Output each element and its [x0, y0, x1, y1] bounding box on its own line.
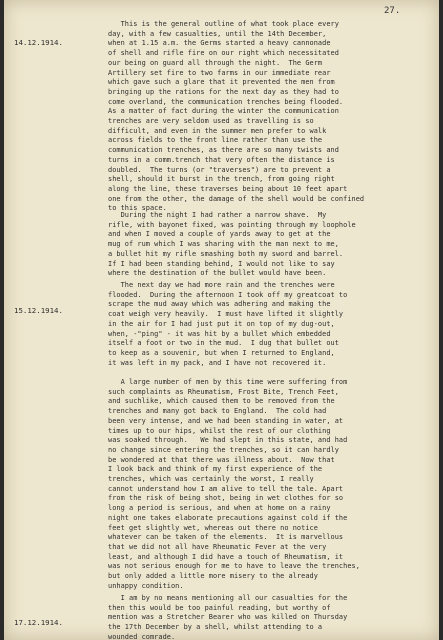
text-line: no change since entering the trenches, so it can hardly — [108, 445, 339, 454]
text-line: to keep as a souvenir, but when I returned to England, — [108, 348, 335, 357]
text-line: from the risk of being shot, being in wet clothes for so — [108, 494, 344, 503]
text-line: coat weigh very heavily. I must have lifted it slightly — [108, 310, 344, 319]
text-line: a bullet hit my rifle smashing both my sword and barrel. — [108, 249, 344, 258]
text-line: I am by no means mentioning all our casualties for the — [108, 594, 348, 602]
text-line: night one takes elaborate precautions against cold if the — [108, 513, 348, 522]
text-line: scrape the mud away which was adhering and making the — [108, 300, 331, 309]
text-line: then this would be too painful reading, but worthy of — [108, 603, 331, 612]
text-line: feet get slightly wet, whereas out there no notice — [108, 523, 318, 532]
text-line: flooded. During the afternoon I took off my greatcoat to — [108, 290, 348, 299]
text-line: I look back and think of my first experience of the — [108, 465, 323, 474]
text-line: that we did not all have Rheumatic Fever at the very — [108, 542, 327, 551]
text-line: the 17th December by a shell, whilst attending to a — [108, 623, 323, 632]
text-line: As a matter of fact during the winter the communication — [108, 107, 339, 116]
text-line: come overland, the communication trenches being flooded. — [108, 97, 344, 106]
text-line: when at 1.15 a.m. the Germs started a heavy cannonade — [108, 39, 331, 48]
text-line: one from the other, the damage of the shell would be confined — [108, 194, 365, 203]
text-line: rifle, with bayonet fixed, was pointing through my loophole — [108, 220, 356, 229]
text-line: and suchlike, which caused them to be removed from the — [108, 397, 335, 406]
text-line: A large number of men by this time were suffering from — [108, 378, 348, 386]
text-line: long a period is serious, and when at home on a rainy — [108, 504, 331, 513]
text-line: If I had been standing behind, I would not like to say — [108, 259, 335, 268]
text-line: and when I moved a couple of yards away to get at the — [108, 230, 331, 239]
page-number: 27. — [384, 6, 401, 16]
diary-page — [4, 0, 439, 640]
entry-date: 15.12.1914. — [14, 306, 63, 315]
text-line: mug of rum which I was sharing with the man next to me, — [108, 240, 339, 249]
text-line: which gave such a glare that it prevented the men from — [108, 78, 335, 87]
text-line: trenches are very seldom used as travelling is so — [108, 117, 314, 125]
entry-date: 17.12.1914. — [14, 618, 63, 627]
text-line: when, -"ping" - it was hit by a bullet which embedded — [108, 329, 331, 338]
text-line: was soaked through. We had slept in this state, and had — [108, 436, 348, 445]
text-line: unhappy condition. — [108, 581, 184, 590]
text-line: such complaints as Rheumatism, Frost Bite, Trench Feet, — [108, 387, 339, 396]
text-line: doubled. The turns (or "traverses") are to prevent a — [108, 165, 331, 174]
text-line: communication trenches, as there are so many twists and — [108, 146, 339, 155]
text-line: trenches and many got back to England. The cold had — [108, 407, 327, 416]
text-line: along the line, these traverses being about 10 feet apart — [108, 184, 348, 193]
text-line: of shell and rifle fire on our right which necessitated — [108, 49, 339, 58]
text-line: turns in a comm.trench that very often the distance is — [108, 155, 335, 164]
text-line: difficult, and even in the summer men prefer to walk — [108, 126, 327, 135]
text-line: was not serious enough for me to have to leave the trenches, — [108, 562, 360, 571]
text-line: day, with a few casualties, until the 14th December, — [108, 29, 327, 38]
text-line: been very intense, and we had been standing in water, at — [108, 416, 344, 425]
text-line: in the air for I had just put it on top of my dug-out, — [108, 319, 335, 328]
text-line: mention was a Stretcher Bearer who was killed on Thursday — [108, 613, 348, 622]
text-line: where the destination of the bullet would have been. — [108, 269, 327, 278]
text-line: our being on guard all through the night. The Germ — [108, 58, 323, 67]
text-line: Artillery set fire to two farms in our immediate rear — [108, 68, 331, 77]
text-line: During the night I had rather a narrow shave. My — [108, 211, 327, 219]
text-line: be wondered at that there was illness about. Now that — [108, 455, 335, 464]
text-line: bringing up the rations for the next day as they had to — [108, 87, 339, 96]
text-line: it was left in my pack, and I have not recovered it. — [108, 358, 327, 367]
text-line: itself a foot or two in the mud. I dug that bullet out — [108, 339, 339, 348]
text-line: times up to our hips, whilst the rest of our clothing — [108, 426, 331, 435]
text-line: This is the general outline of what took place every — [108, 20, 339, 28]
text-line: but only added a little more misery to the already — [108, 572, 318, 580]
text-line: across fields to the front line rather than use the — [108, 136, 323, 145]
text-line: shell, should it burst in the trench, from going right — [108, 175, 335, 184]
text-line: cannot understand how I am alive to tell the tale. Apart — [108, 484, 344, 493]
text-line: to this space. — [108, 204, 167, 213]
text-line: whatever can be taken of the elements. It is marvellous — [108, 533, 344, 542]
text-line: wounded comrade. — [108, 632, 176, 640]
entry-date: 14.12.1914. — [14, 38, 63, 47]
text-line: The next day we had more rain and the trenches were — [108, 281, 335, 289]
text-line: least, and although I did have a touch of Rheumatism, it — [108, 552, 344, 561]
text-line: trenches, which was certainly the worst, I really — [108, 475, 314, 483]
